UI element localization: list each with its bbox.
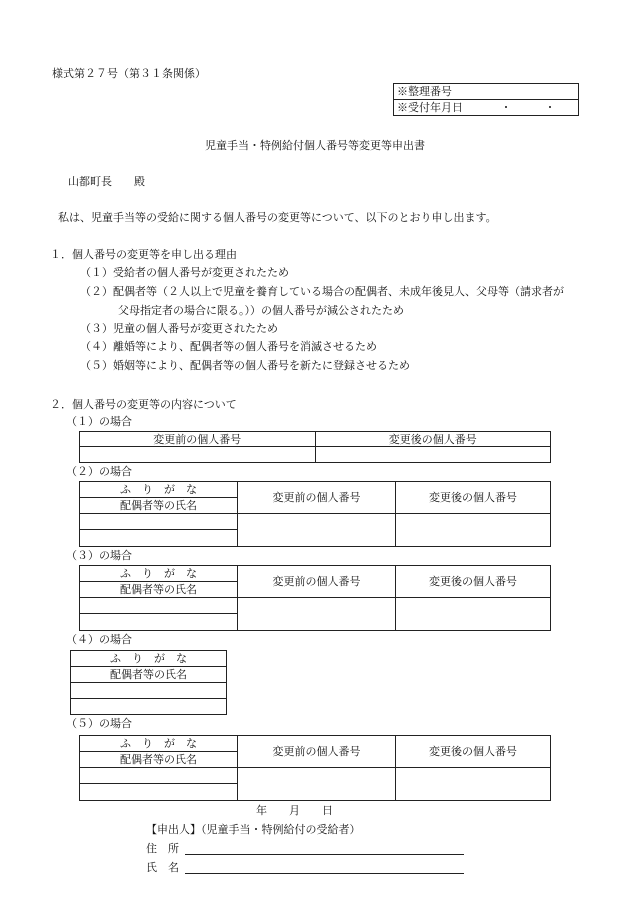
col-after: 変更後の個人番号 [396,736,551,768]
before-number-field[interactable] [238,514,396,547]
col-furigana: ふ り が な [80,482,238,498]
uketsuke-date-cell [394,100,579,116]
col-furigana: ふ り が な [71,651,227,667]
col-name: 配偶者等の氏名 [80,582,238,598]
uketsuke-dots: ・ ・ [500,101,556,114]
case3-table [79,565,551,631]
col-name: 配偶者等の氏名 [71,667,227,683]
intro-text: 私は、児童手当等の受給に関する個人番号の変更等について、以下のとおり申し出ます。 [58,211,497,224]
name-label: 氏 名 [146,861,179,874]
col-after: 変更後の個人番号 [396,482,551,514]
before-number-field[interactable] [80,447,316,463]
reason-5: （５）婚姻等により、配偶者等の個人番号を新たに登録させるため [80,359,410,372]
name-field[interactable] [80,530,238,547]
after-number-field[interactable] [396,514,551,547]
reason-2: （２）配偶者等（２人以上で児童を養育している場合の配偶者、未成年後見人、父母等（請求者が [80,285,564,298]
after-number-field[interactable] [396,598,551,631]
furigana-field[interactable] [80,514,238,530]
case2-label: （２）の場合 [66,465,132,478]
case4-label: （４）の場合 [66,633,132,646]
address-label: 住 所 [146,842,179,855]
case3-label: （３）の場合 [66,549,132,562]
case2-table [79,481,551,547]
after-number-field[interactable] [315,447,551,463]
col-name: 配偶者等の氏名 [80,498,238,514]
col-after: 変更後の個人番号 [396,566,551,598]
section1-heading: １．個人番号の変更等を申し出る理由 [50,248,237,261]
addressee: 山都町長 殿 [68,175,145,188]
form-number: 様式第２７号（第３１条関係） [52,67,206,80]
applicant-heading: 【申出人】（児童手当・特例給付の受給者） [146,823,361,836]
col-furigana: ふ り が な [80,566,238,582]
seiri-number-cell: ※整理番号 [394,84,579,100]
address-field[interactable] [185,854,464,855]
col-furigana: ふ り が な [80,736,238,752]
document-title: 児童手当・特例給付個人番号等変更等申出書 [205,139,425,152]
after-number-field[interactable] [396,768,551,801]
name-signature-field[interactable] [185,873,464,874]
name-field[interactable] [71,699,227,715]
name-field[interactable] [80,784,238,801]
case5-label: （５）の場合 [66,717,132,730]
uketsuke-label: ※受付年月日 [397,101,463,114]
reason-3: （３）児童の個人番号が変更されたため [80,322,278,335]
col-name: 配偶者等の氏名 [80,752,238,768]
col-before: 変更前の個人番号 [238,482,396,514]
furigana-field[interactable] [71,683,227,699]
col-before: 変更前の個人番号 [80,432,316,447]
case1-table [79,431,551,463]
case1-label: （１）の場合 [66,415,132,428]
case5-table [79,735,551,801]
col-before: 変更前の個人番号 [238,736,396,768]
office-use-box [393,83,579,116]
furigana-field[interactable] [80,598,238,614]
case4-table [70,650,227,715]
reason-2-cont: 父母指定者の場合に限る。））の個人番号が減公されたため [118,304,404,317]
reason-4: （４）離婚等により、配偶者等の個人番号を消滅させるため [80,340,377,353]
col-before: 変更前の個人番号 [238,566,396,598]
furigana-field[interactable] [80,768,238,784]
before-number-field[interactable] [238,768,396,801]
name-field[interactable] [80,614,238,631]
before-number-field[interactable] [238,598,396,631]
reason-1: （１）受給者の個人番号が変更されたため [80,266,289,279]
date-line: 年 月 日 [256,804,333,817]
col-after: 変更後の個人番号 [315,432,551,447]
section2-heading: ２．個人番号の変更等の内容について [50,398,237,411]
